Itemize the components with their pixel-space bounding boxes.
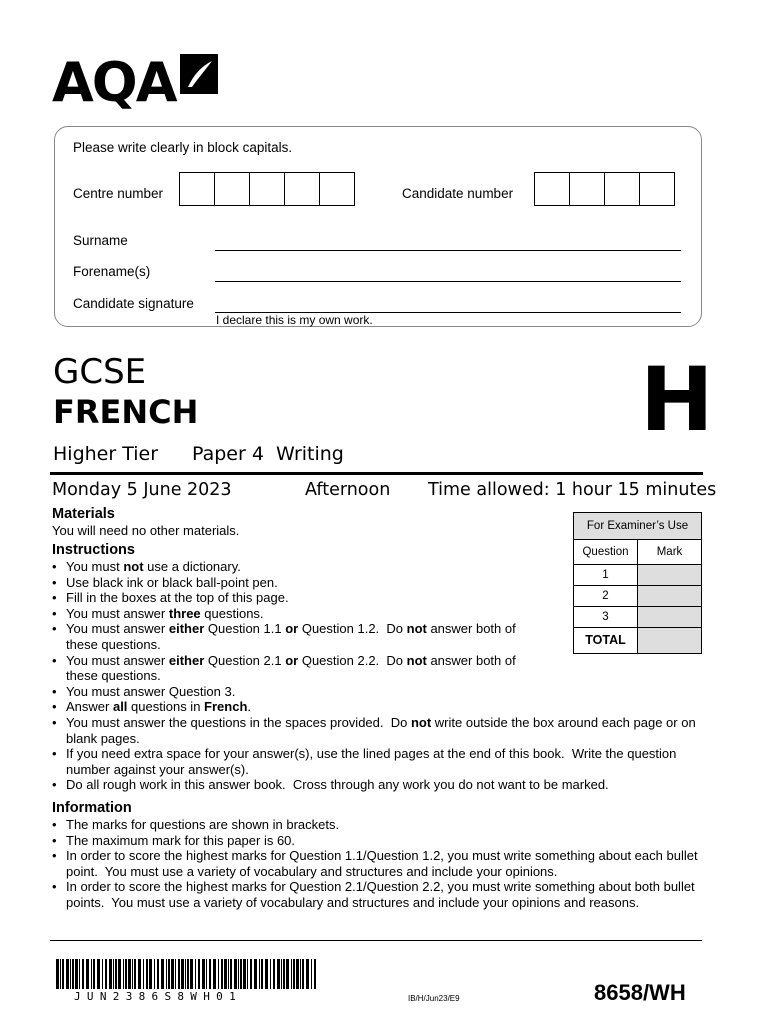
forename-label: Forename(s) — [73, 264, 151, 279]
candidate-number-label: Candidate number — [402, 186, 514, 201]
instruction-item: • You must answer Question 3. — [52, 684, 702, 700]
materials-heading: Materials — [52, 506, 115, 522]
candidate-digit-box[interactable] — [639, 172, 675, 206]
centre-number-label: Centre number — [73, 186, 164, 201]
block-capitals-instruction: Please write clearly in block capitals. — [73, 140, 293, 155]
instruction-item: • You must answer the questions in the spaces provided. Do not write outside the box around each page or on blank pages. — [52, 715, 702, 746]
time-allowed: Time allowed: 1 hour 15 minutes — [428, 480, 717, 500]
title-divider — [50, 472, 703, 475]
information-item: • In order to score the highest marks for Question 2.1/Question 2.2, you must write something about both bullet points. You must use a variety of vocabulary and structures and include your opinions and reasons. — [52, 879, 702, 910]
mark-cell — [638, 586, 701, 606]
instruction-item: • Do all rough work in this answer book. Cross through any work you do not want to be marked. — [52, 777, 702, 793]
examiners-use-title: For Examiner’s Use — [574, 513, 701, 540]
paper-code: 8658/WH — [594, 980, 686, 1005]
aqa-logo-text: AQA — [52, 51, 176, 114]
information-heading: Information — [52, 800, 132, 816]
barcode-icon — [56, 959, 318, 989]
centre-digit-box[interactable] — [319, 172, 355, 206]
candidate-digit-box[interactable] — [604, 172, 640, 206]
qualification-title: GCSE — [53, 352, 147, 392]
exam-session: Afternoon — [305, 480, 391, 500]
centre-digit-box[interactable] — [284, 172, 320, 206]
information-item: • In order to score the highest marks for Question 1.1/Question 1.2, you must write something about each bullet point. You must use a variety of vocabulary and structures and include your opinions. — [52, 848, 702, 879]
candidate-digit-box[interactable] — [534, 172, 570, 206]
instruction-item: • You must answer either Question 2.1 or Question 2.2. Do not answer both of these questions. — [52, 653, 536, 684]
total-mark-cell — [638, 628, 701, 653]
subject-title: FRENCH — [53, 393, 199, 431]
question-number: 3 — [574, 607, 638, 627]
instruction-item: • You must not use a dictionary. — [52, 559, 702, 575]
examiners-table-row — [574, 586, 701, 607]
instruction-item: • If you need extra space for your answer(s), use the lined pages at the end of this book. Write the question number against your answer(s). — [52, 746, 702, 777]
aqa-logo-mark-icon — [180, 54, 218, 94]
mark-cell — [638, 607, 701, 627]
paper-label: Paper 4 Writing — [192, 443, 344, 465]
information-list — [52, 817, 702, 911]
declaration-text: I declare this is my own work. — [216, 313, 373, 327]
paper-reference: IB/H/Jun23/E9 — [408, 994, 460, 1003]
examiners-table-header — [574, 540, 701, 565]
centre-digit-box[interactable] — [249, 172, 285, 206]
instruction-item: • Use black ink or black ball-point pen. — [52, 575, 702, 591]
total-label: TOTAL — [574, 628, 638, 653]
tier-label: Higher Tier — [53, 443, 159, 465]
surname-label: Surname — [73, 233, 128, 248]
question-column-header: Question — [574, 540, 638, 564]
information-item: • The marks for questions are shown in brackets. — [52, 817, 702, 833]
examiners-table-row — [574, 607, 701, 628]
surname-line[interactable] — [215, 250, 681, 251]
tier-letter: H — [640, 348, 714, 451]
examiners-use-table — [573, 512, 702, 654]
materials-text: You will need no other materials. — [52, 523, 240, 538]
instruction-item: • Answer all questions in French. — [52, 699, 702, 715]
exam-date: Monday 5 June 2023 — [52, 480, 232, 500]
mark-column-header: Mark — [656, 546, 683, 558]
mark-cell — [638, 565, 701, 585]
question-number: 2 — [574, 586, 638, 606]
centre-digit-box[interactable] — [179, 172, 215, 206]
examiners-table-total-row — [574, 628, 701, 653]
instruction-item: • You must answer either Question 1.1 or Question 1.2. Do not answer both of these questions. — [52, 621, 536, 652]
information-item: • The maximum mark for this paper is 60. — [52, 833, 702, 849]
question-number: 1 — [574, 565, 638, 585]
instruction-item: • Fill in the boxes at the top of this page. — [52, 590, 702, 606]
candidate-number-boxes[interactable] — [534, 172, 675, 206]
instruction-item: • You must answer three questions. — [52, 606, 702, 622]
examiners-table-row — [574, 565, 701, 586]
centre-number-boxes[interactable] — [179, 172, 355, 206]
forename-line[interactable] — [215, 281, 681, 282]
instructions-heading: Instructions — [52, 542, 135, 558]
barcode-text: JUN2386S8WH01 — [74, 990, 242, 1003]
footer-divider — [50, 940, 702, 941]
signature-label: Candidate signature — [73, 296, 194, 311]
candidate-digit-box[interactable] — [569, 172, 605, 206]
centre-digit-box[interactable] — [214, 172, 250, 206]
